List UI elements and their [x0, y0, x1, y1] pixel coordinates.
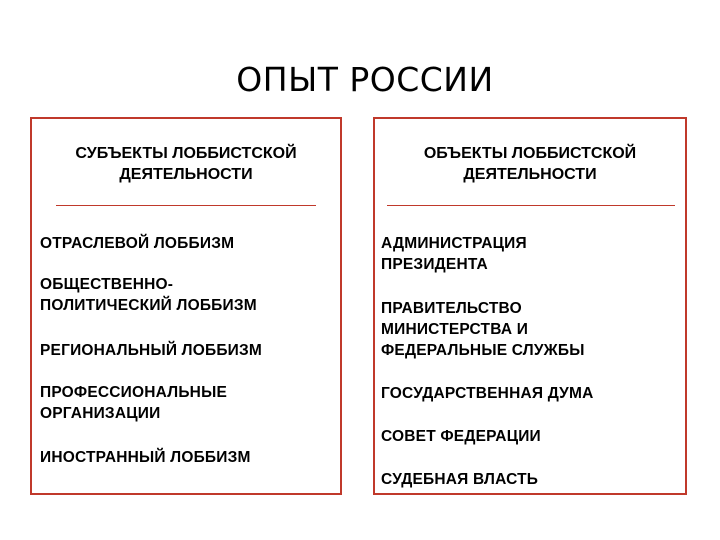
- objects-list-item: [381, 298, 681, 361]
- item-line: РЕГИОНАЛЬНЫЙ ЛОББИЗМ: [40, 342, 263, 359]
- subjects-list-item: [40, 447, 340, 468]
- item-line: ОТРАСЛЕВОЙ ЛОББИЗМ: [40, 235, 235, 252]
- subjects-list-item: [40, 340, 340, 361]
- item-line: ГОСУДАРСТВЕННАЯ ДУМА: [381, 385, 594, 402]
- page-title: ОПЫТ РОССИИ: [236, 60, 494, 99]
- item-line: СУДЕБНАЯ ВЛАСТЬ: [381, 471, 539, 488]
- item-line: ФЕДЕРАЛЬНЫЕ СЛУЖБЫ: [381, 342, 585, 359]
- objects-list-item: [381, 426, 681, 447]
- subjects-list-item: [40, 382, 340, 424]
- item-line: АДМИНИСТРАЦИЯ: [381, 235, 527, 252]
- item-line: СОВЕТ ФЕДЕРАЦИИ: [381, 428, 541, 445]
- item-line: ОБЩЕСТВЕННО-: [40, 276, 174, 293]
- objects-panel: [373, 117, 687, 495]
- objects-divider: [387, 205, 675, 206]
- item-line: МИНИСТЕРСТВА И: [381, 321, 529, 338]
- item-line: ПРЕЗИДЕНТА: [381, 256, 488, 273]
- objects-list-item: [381, 383, 681, 404]
- subjects-list-item: [40, 233, 340, 254]
- subjects-header: [32, 143, 340, 185]
- item-line: ОРГАНИЗАЦИИ: [40, 405, 161, 422]
- objects-header-line-2: ДЕЯТЕЛЬНОСТИ: [463, 166, 597, 183]
- subjects-panel: [30, 117, 342, 495]
- objects-header: [375, 143, 685, 185]
- objects-header-line-1: ОБЪЕКТЫ ЛОББИСТСКОЙ: [423, 145, 637, 162]
- item-line: ИНОСТРАННЫЙ ЛОББИЗМ: [40, 449, 251, 466]
- objects-list-item: [381, 469, 681, 490]
- item-line: ПРАВИТЕЛЬСТВО: [381, 300, 522, 317]
- subjects-list-item: [40, 274, 340, 316]
- objects-list-item: [381, 233, 681, 275]
- item-line: ПРОФЕССИОНАЛЬНЫЕ: [40, 384, 227, 401]
- subjects-divider: [56, 205, 316, 206]
- subjects-header-line-2: ДЕЯТЕЛЬНОСТИ: [119, 166, 253, 183]
- subjects-header-line-1: СУБЪЕКТЫ ЛОББИСТСКОЙ: [75, 145, 297, 162]
- item-line: ПОЛИТИЧЕСКИЙ ЛОББИЗМ: [40, 297, 257, 314]
